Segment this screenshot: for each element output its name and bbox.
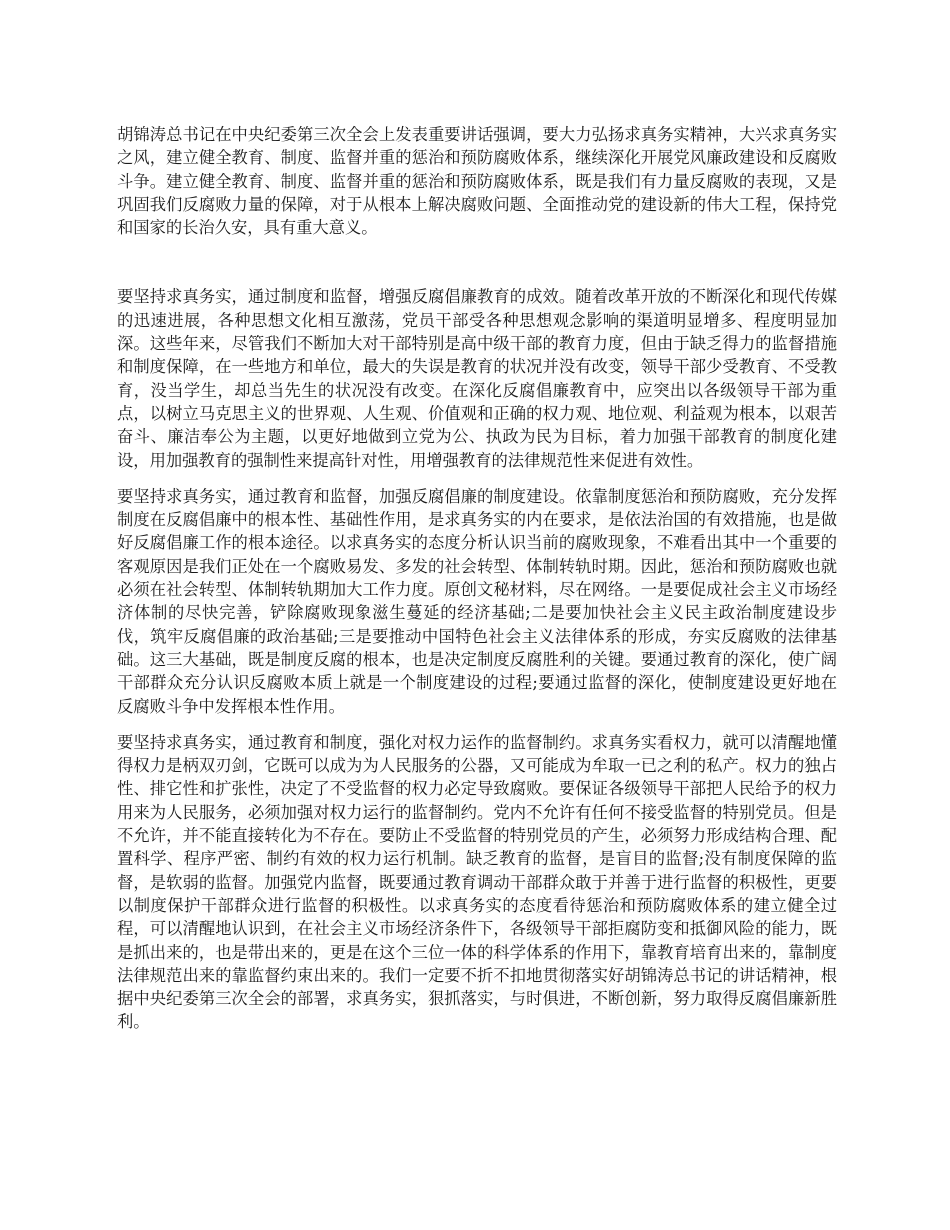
paragraph-education: 要坚持求真务实，通过制度和监督，增强反腐倡廉教育的成效。随着改革开放的不断深化和现代传媒的迅速进展，各种思想文化相互激荡，党员干部受各种思想观念影响的渠道明显增多、程度明显加深。这些年来，尽管我们不断加大对干部特别是高中级干部的教育力度，但由于缺乏得力的监督措施和制度保障，在一些地方和单位，最大的失误是教育的状况并没有改变，领导干部少受教育、不受教育，没当学生，却总当先生的状况没有改变。在深化反腐倡廉教育中，应突出以各级领导干部为重点，以树立马克思主义的世界观、人生观、价值观和正确的权力观、地位观、利益观为根本，以艰苦奋斗、廉洁奉公为主题，以更好地做到立党为公、执政为民为目标，着力加强干部教育的制度化建设，用加强教育的强制性来提高针对性，用增强教育的法律规范性来促进有效性。 (117, 287, 837, 470)
document-body (117, 123, 837, 1034)
paragraph-intro: 胡锦涛总书记在中央纪委第三次全会上发表重要讲话强调，要大力弘扬求真务实精神，大兴求真务实之风，建立健全教育、制度、监督并重的惩治和预防腐败体系，继续深化开展党风廉政建设和反腐败斗争。建立健全教育、制度、监督并重的惩治和预防腐败体系，既是我们有力量反腐败的表现，又是巩固我们反腐败力量的保障，对于从根本上解决腐败问题、全面推动党的建设新的伟大工程，保持党和国家的长治久安，具有重大意义。 (117, 125, 837, 238)
paragraph-supervision: 要坚持求真务实，通过教育和制度，强化对权力运作的监督制约。求真务实看权力，就可以清醒地懂得权力是柄双刃剑，它既可以成为为人民服务的公器，又可能成为牟取一已之利的私产。权力的独占性、排它性和扩张性，决定了不受监督的权力必定导致腐败。要保证各级领导干部把人民给予的权力用来为人民服务，必须加强对权力运行的监督制约。党内不允许有任何不接受监督的特别党员。但是不允许，并不能直接转化为不存在。要防止不受监督的特别党员的产生，必须努力形成结构合理、配置科学、程序严密、制约有效的权力运行机制。缺乏教育的监督，是盲目的监督;没有制度保障的监督，是软弱的监督。加强党内监督，既要通过教育调动干部群众敢于并善于进行监督的积极性，更要以制度保护干部群众进行监督的积极性。以求真务实的态度看待惩治和预防腐败体系的建立健全过程，可以清醒地认识到，在社会主义市场经济条件下，各级领导干部拒腐防变和抵御风险的能力，既是抓出来的，也是带出来的，更是在这个三位一体的科学体系的作用下，靠教育培育出来的，靠制度法律规范出来的靠监督约束出来的。我们一定要不折不扣地贯彻落实好胡锦涛总书记的讲话精神，根据中央纪委第三次全会的部署，求真务实，狠抓落实，与时俱进，不断创新，努力取得反腐倡廉新胜利。 (117, 732, 837, 1032)
paragraph-system: 要坚持求真务实，通过教育和监督，加强反腐倡廉的制度建设。依靠制度惩治和预防腐败，充分发挥制度在反腐倡廉中的根本性、基础性作用，是求真务实的内在要求，是依法治国的有效措施，也是做好反腐倡廉工作的根本途径。以求真务实的态度分析认识当前的腐败现象，不难看出其中一个重要的客观原因是我们正处在一个腐败易发、多发的社会转型、体制转轨时期。因此，惩治和预防腐败也就必须在社会转型、体制转轨期加大工作力度。原创文秘材料，尽在网络。一是要促成社会主义市场经济体制的尽快完善，铲除腐败现象滋生蔓延的经济基础;二是要加快社会主义民主政治制度建设步伐，筑牢反腐倡廉的政治基础;三是要推动中国特色社会主义法律体系的形成，夯实反腐败的法律基础。这三大基础，既是制度反腐的根本，也是决定制度反腐胜利的关键。要通过教育的深化，使广阔干部群众充分认识反腐败本质上就是一个制度建设的过程;要通过监督的深化，使制度建设更好地在反腐败斗争中发挥根本性作用。 (117, 486, 837, 716)
